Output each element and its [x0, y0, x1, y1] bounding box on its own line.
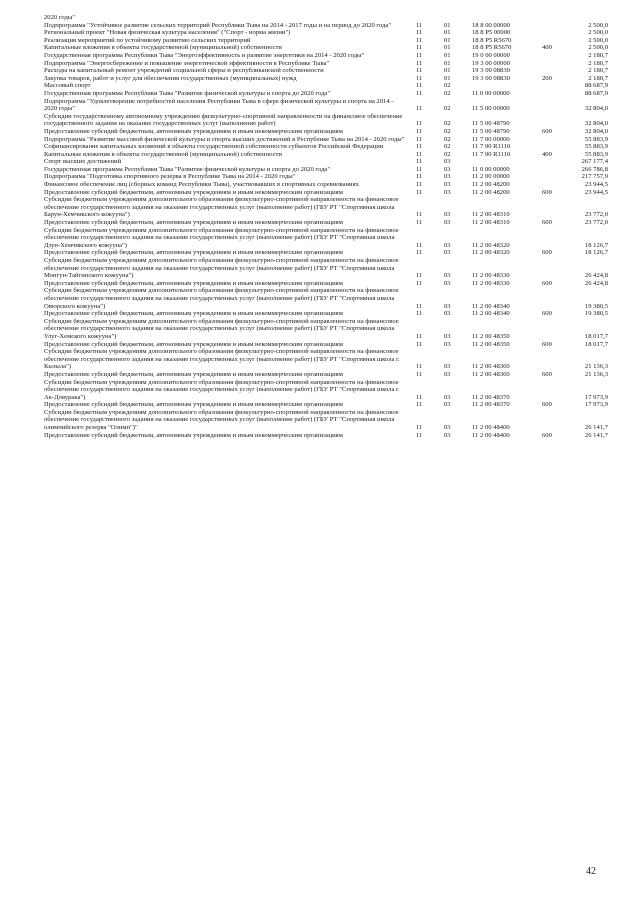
subsection-code: 02	[444, 150, 451, 158]
target-article-code: 11 2 00 48320	[472, 241, 510, 249]
subsection-code: 01	[444, 59, 451, 67]
subsection-code: 01	[444, 36, 451, 44]
row-name: Предоставление субсидий бюджетным, автономным учреждениям и иным некоммерческим организациям	[44, 279, 343, 287]
amount: 23 772,0	[584, 211, 608, 219]
amount: 2 500,0	[588, 44, 608, 52]
amount: 55 883,9	[584, 150, 608, 158]
table-row	[44, 249, 608, 257]
target-article-code: 11 5 00 48790	[472, 120, 510, 128]
amount: 26 424,8	[584, 279, 608, 287]
expense-type-code: 600	[542, 219, 552, 227]
table-row	[44, 59, 608, 68]
row-name: Подпрограмма "Подготовка спортивного резерва в Республике Тыва на 2014 - 2020 годы"	[44, 173, 296, 181]
section-code: 11	[416, 393, 423, 401]
row-name: Закупка товаров, работ и услуг для обеспечения государственных (муниципальных) нужд	[44, 74, 297, 82]
expense-type-code: 600	[542, 310, 552, 318]
subsection-code: 03	[444, 241, 451, 249]
row-name: Субсидии бюджетным учреждениям дополнительного образования физкультурно-спортивной направленности на финансовое обеспечение государственного задания на оказание государственных услуг (выполнение работ) (ГБУ РТ "Спортивная школа Овюрского кожууна")	[44, 287, 399, 310]
section-code: 11	[416, 188, 423, 196]
row-name: Субсидии бюджетным учреждениям дополнительного образования физкультурно-спортивной направленности на финансовое обеспечение государственного задания на оказание государственных услуг (выполнение работ) (ГБУ РТ "Спортивная школа Монгун-Тайгинского кожууна")	[44, 257, 399, 280]
row-name: Предоставление субсидий бюджетным, автономным учреждениям и иным некоммерческим организациям	[44, 370, 343, 378]
amount: 2 180,7	[588, 51, 608, 59]
amount: 21 136,3	[584, 363, 608, 371]
table-row	[44, 226, 608, 250]
table-row	[44, 408, 608, 432]
target-article-code: 19 3 00 00000	[472, 59, 510, 67]
subsection-code: 03	[444, 302, 451, 310]
row-name: Расходы на капитальный ремонт учреждений социальной сферы и республиканской собственности	[44, 67, 324, 75]
subsection-code: 03	[444, 370, 451, 378]
section-code: 11	[416, 89, 423, 97]
amount: 32 804,0	[584, 120, 608, 128]
amount: 26 141,7	[584, 431, 608, 439]
table-row	[44, 158, 608, 166]
row-name: Предоставление субсидий бюджетным, автономным учреждениям и иным некоммерческим организациям	[44, 340, 343, 348]
row-name: Предоставление субсидий бюджетным, автономным учреждениям и иным некоммерческим организациям	[44, 127, 343, 135]
row-name: Финансовое обеспечение лиц (сборных команд Республики Тыва), участвовавших в спортивных соревнованиях	[44, 181, 359, 189]
section-code: 11	[416, 279, 423, 287]
subsection-code: 01	[444, 74, 451, 82]
table-row	[44, 82, 608, 90]
section-code: 11	[416, 401, 423, 409]
row-name: Субсидии бюджетным учреждениям дополнительного образования физкультурно-спортивной направленности на финансовое обеспечение государственного задания на оказание государственных услуг (выполнение работ) (ГБУ РТ "Спортивная школа олимпийского резерва "Олимп")"	[44, 408, 399, 432]
row-name: Государственная программа Республики Тыва "Энергоэффективность и развитие энергетики на 2014 - 2020 годы"	[44, 51, 365, 59]
table-row	[44, 317, 608, 341]
expense-type-code: 600	[542, 401, 552, 409]
target-article-code: 11 2 00 48310	[472, 211, 510, 219]
amount: 55 883,9	[584, 135, 608, 143]
amount: 18 126,7	[584, 241, 608, 249]
subsection-code: 03	[444, 211, 451, 219]
row-name: Предоставление субсидий бюджетным, автономным учреждениям и иным некоммерческим организациям	[44, 188, 343, 196]
subsection-code: 01	[444, 51, 451, 59]
section-code: 11	[416, 127, 423, 135]
amount: 19 380,5	[584, 302, 608, 310]
amount: 32 804,0	[584, 105, 608, 113]
target-article-code: 11 2 00 48320	[472, 249, 510, 257]
target-article-code: 11 2 00 48400	[472, 424, 510, 432]
subsection-code: 03	[444, 173, 451, 181]
expense-type-code: 600	[542, 370, 552, 378]
table-row	[44, 431, 608, 440]
section-code: 11	[416, 135, 423, 143]
subsection-code: 02	[444, 127, 451, 135]
section-code: 11	[416, 332, 423, 340]
subsection-code: 03	[444, 310, 451, 318]
row-name: Капитальные вложения в объекты государственной (муниципальной) собственности	[44, 44, 282, 52]
table-row	[44, 279, 608, 288]
row-name: Субсидии бюджетным учреждениям дополнительного образования физкультурно-спортивной направленности на финансовое обеспечение государственного задания на оказание государственных услуг (выполнение работ) (ГБУ РТ "Спортивная школа г. Кызыла")	[44, 348, 400, 371]
row-name: Предоставление субсидий бюджетным, автономным учреждениям и иным некоммерческим организациям	[44, 401, 343, 409]
section-code: 11	[416, 181, 423, 189]
table-row	[44, 36, 608, 45]
subsection-code: 01	[444, 29, 451, 37]
amount: 23 944,5	[584, 188, 608, 196]
row-name: Субсидии бюджетным учреждениям дополнительного образования физкультурно-спортивной направленности на финансовое обеспечение государственного задания на оказание государственных услуг (выполнение работ) (ГБУ РТ "Спортивная школа Дзун-Хемчикского кожууна")	[44, 226, 399, 249]
target-article-code: 11 2 00 48330	[472, 279, 510, 287]
section-code: 11	[416, 36, 423, 44]
target-article-code: 19 3 00 08830	[472, 67, 510, 75]
expense-type-code: 200	[542, 74, 552, 82]
table-row	[44, 21, 608, 30]
row-name: Субсидии бюджетным учреждениям дополнительного образования физкультурно-спортивной направленности на финансовое обеспечение государственного задания на оказание государственных услуг (выполнение работ) (ГБУ РТ "Спортивная школа Барун-Хемчикского кожууна")	[44, 196, 399, 219]
table-row	[44, 310, 608, 318]
table-row	[44, 89, 608, 98]
table-row	[44, 97, 608, 113]
target-article-code: 11 2 00 48350	[472, 332, 510, 340]
budget-table	[44, 14, 608, 439]
section-code: 11	[416, 150, 423, 158]
row-name: Государственная программа Республики Тыва "Развитие физической культуры и спорта до 2020 года"	[44, 89, 331, 97]
section-code: 11	[416, 74, 423, 82]
section-code: 11	[416, 310, 423, 318]
section-code: 11	[416, 59, 423, 67]
target-article-code: 11 5 00 48790	[472, 127, 510, 135]
amount: 88 687,9	[584, 82, 608, 90]
target-article-code: 11 2 00 48370	[472, 393, 510, 401]
subsection-code: 03	[444, 165, 451, 173]
amount: 2 500,0	[588, 29, 608, 37]
subsection-code: 03	[444, 424, 451, 432]
expense-type-code: 600	[542, 188, 552, 196]
section-code: 11	[416, 120, 423, 128]
row-name: Подпрограмма "Удовлетворение потребностей населения Республики Тыва в сфере физической культуры и спорта на 2014 - 2020 годы"	[44, 97, 394, 113]
row-name: Подпрограмма "Энергосбережение и повышение энергетической эффективности в Республике Тыва"	[44, 59, 330, 67]
target-article-code: 11 7 00 R1110	[472, 150, 511, 158]
expense-type-code: 600	[542, 279, 552, 287]
section-code: 11	[416, 249, 423, 257]
section-code: 11	[416, 44, 423, 52]
subsection-code: 01	[444, 21, 451, 29]
row-name: Реализация мероприятий по устойчивому развитию сельских территорий	[44, 36, 251, 44]
amount: 32 804,0	[584, 127, 608, 135]
expense-type-code: 400	[542, 44, 552, 52]
target-article-code: 11 7 00 00000	[472, 135, 510, 143]
target-article-code: 18 8 00 00000	[472, 21, 510, 29]
section-code: 11	[416, 431, 423, 439]
table-row	[44, 370, 608, 379]
subsection-code: 03	[444, 188, 451, 196]
section-code: 11	[416, 158, 423, 166]
table-row	[44, 67, 608, 75]
target-article-code: 19 3 00 08830	[472, 74, 510, 82]
section-code: 11	[416, 370, 423, 378]
table-row	[44, 340, 608, 349]
target-article-code: 11 2 00 00000	[472, 173, 510, 181]
subsection-code: 02	[444, 143, 451, 151]
table-row	[44, 219, 608, 227]
table-row	[44, 378, 608, 402]
table-row	[44, 181, 608, 189]
subsection-code: 01	[444, 67, 451, 75]
subsection-code: 03	[444, 219, 451, 227]
subsection-code: 03	[444, 363, 451, 371]
table-row	[44, 135, 608, 144]
row-name: Предоставление субсидий бюджетным, автономным учреждениям и иным некоммерческим организациям	[44, 249, 343, 257]
section-code: 11	[416, 143, 423, 151]
section-code: 11	[416, 67, 423, 75]
row-name: 2020 годы"	[44, 14, 75, 21]
row-name: Подпрограмма "Развитие массовой физической культуры и спорта высших достижений в Республике Тыва на 2014 - 2020 годы"	[44, 135, 405, 143]
section-code: 11	[416, 424, 423, 432]
table-row	[44, 112, 608, 128]
target-article-code: 19 0 00 00000	[472, 51, 510, 59]
amount: 26 141,7	[584, 424, 608, 432]
table-row	[44, 287, 608, 310]
amount: 19 380,5	[584, 310, 608, 318]
amount: 18 126,7	[584, 249, 608, 257]
subsection-code: 03	[444, 332, 451, 340]
section-code: 11	[416, 241, 423, 249]
expense-type-code: 600	[542, 431, 552, 439]
section-code: 11	[416, 211, 423, 219]
subsection-code: 02	[444, 120, 451, 128]
amount: 266 786,8	[581, 165, 608, 173]
table-row	[44, 14, 604, 22]
row-name: Предоставление субсидий бюджетным, автономным учреждениям и иным некоммерческим организациям	[44, 431, 343, 439]
row-name: Субсидии государственному автономному учреждению физкультурно-спортивной направленности на финансовое обеспечение государственного задания на оказание государственных услуг (выполнение работ)	[44, 112, 403, 128]
section-code: 11	[416, 82, 423, 90]
amount: 23 772,0	[584, 219, 608, 227]
subsection-code: 03	[444, 393, 451, 401]
section-code: 11	[416, 272, 423, 280]
section-code: 11	[416, 173, 423, 181]
subsection-code: 03	[444, 181, 451, 189]
amount: 2 180,7	[588, 59, 608, 67]
table-row	[44, 257, 608, 280]
expense-type-code: 600	[542, 340, 552, 348]
table-row	[44, 188, 608, 197]
expense-type-code: 600	[542, 127, 552, 135]
amount: 55 883,9	[584, 143, 608, 151]
row-name: Массовый спорт	[44, 82, 91, 90]
subsection-code: 01	[444, 44, 451, 52]
target-article-code: 11 0 00 00000	[472, 89, 510, 97]
table-row	[44, 44, 608, 52]
row-name: Предоставление субсидий бюджетным, автономным учреждениям и иным некоммерческим организациям	[44, 219, 343, 227]
section-code: 11	[416, 340, 423, 348]
subsection-code: 03	[444, 249, 451, 257]
row-name: Региональный проект "Новая физическая культура населения" ("Спорт - норма жизни")	[44, 29, 291, 37]
amount: 17 973,9	[584, 393, 608, 401]
subsection-code: 03	[444, 401, 451, 409]
section-code: 11	[416, 219, 423, 227]
subsection-code: 03	[444, 272, 451, 280]
target-article-code: 11 2 00 48200	[472, 181, 510, 189]
target-article-code: 11 2 00 48350	[472, 340, 510, 348]
row-name: Подпрограмма "Устойчивое развитие сельских территорий Республики Тыва на 2014 - 2017 годы и на период до 2020 года"	[44, 21, 392, 29]
page-number: 42	[586, 866, 596, 877]
target-article-code: 11 2 00 48330	[472, 272, 510, 280]
row-name: Субсидии бюджетным учреждениям дополнительного образования физкультурно-спортивной направленности на финансовое обеспечение государственного задания на оказание государственных услуг (выполнение работ) (ГБУ РТ "Спортивная школа г. Ак-Довурака")	[44, 378, 400, 401]
target-article-code: 11 5 00 00000	[472, 105, 510, 113]
target-article-code: 11 2 00 48200	[472, 188, 510, 196]
subsection-code: 02	[444, 105, 451, 113]
amount: 88 687,9	[584, 89, 608, 97]
subsection-code: 03	[444, 279, 451, 287]
expense-type-code: 400	[542, 150, 552, 158]
table-row	[44, 127, 608, 136]
row-name: Капитальные вложения в объекты государственной (муниципальной) собственности	[44, 150, 282, 158]
section-code: 11	[416, 363, 423, 371]
table-row	[44, 348, 608, 371]
target-article-code: 18 8 P5 R5670	[472, 36, 512, 44]
target-article-code: 11 0 00 00000	[472, 165, 510, 173]
subsection-code: 02	[444, 89, 451, 97]
amount: 26 424,8	[584, 272, 608, 280]
target-article-code: 11 2 00 48310	[472, 219, 510, 227]
amount: 2 180,7	[588, 74, 608, 82]
amount: 17 973,9	[584, 401, 608, 409]
subsection-code: 03	[444, 158, 451, 166]
amount: 217 757,9	[581, 173, 608, 181]
table-row	[44, 173, 608, 181]
row-name: Государственная программа Республики Тыва "Развитие физической культуры и спорта до 2020 года"	[44, 165, 331, 173]
section-code: 11	[416, 165, 423, 173]
row-name: Софинансирование капитальных вложений в объекты государственной собственности субъектов Российской Федерации	[44, 143, 384, 151]
amount: 21 136,3	[584, 370, 608, 378]
amount: 2 180,7	[588, 67, 608, 75]
row-name: Субсидии бюджетным учреждениям дополнительного образования физкультурно-спортивной направленности на финансовое обеспечение государственного задания на оказание государственных услуг (выполнение работ) (ГБУ РТ "Спортивная школа Улуг-Хемского кожууна")	[44, 317, 399, 340]
table-row	[44, 51, 608, 60]
amount: 2 500,0	[588, 36, 608, 44]
target-article-code: 11 7 00 R1110	[472, 143, 511, 151]
target-article-code: 11 2 00 48370	[472, 401, 510, 409]
table-row	[44, 196, 608, 219]
table-row	[44, 143, 608, 151]
section-code: 11	[416, 51, 423, 59]
subsection-code: 03	[444, 431, 451, 439]
section-code: 11	[416, 105, 423, 113]
target-article-code: 11 2 00 48360	[472, 363, 510, 371]
table-row	[44, 29, 608, 37]
amount: 267 177,4	[581, 158, 608, 166]
section-code: 11	[416, 29, 423, 37]
table-row	[44, 165, 608, 174]
target-article-code: 11 2 00 48400	[472, 431, 510, 439]
amount: 23 944,5	[584, 181, 608, 189]
target-article-code: 11 2 00 48340	[472, 310, 510, 318]
subsection-code: 03	[444, 340, 451, 348]
target-article-code: 11 2 00 48340	[472, 302, 510, 310]
section-code: 11	[416, 21, 423, 29]
target-article-code: 18 8 P5 00000	[472, 29, 511, 37]
row-name: Спорт высших достижений	[44, 158, 122, 166]
row-name: Предоставление субсидий бюджетным, автономным учреждениям и иным некоммерческим организациям	[44, 310, 343, 318]
amount: 2 500,0	[588, 21, 608, 29]
table-row	[44, 401, 608, 409]
amount: 18 017,7	[584, 340, 608, 348]
expense-type-code: 600	[542, 249, 552, 257]
target-article-code: 18 8 P5 R5670	[472, 44, 512, 52]
table-row	[44, 74, 608, 83]
subsection-code: 02	[444, 82, 451, 90]
subsection-code: 02	[444, 135, 451, 143]
table-row	[44, 150, 608, 159]
amount: 18 017,7	[584, 332, 608, 340]
section-code: 11	[416, 302, 423, 310]
target-article-code: 11 2 00 48360	[472, 370, 510, 378]
